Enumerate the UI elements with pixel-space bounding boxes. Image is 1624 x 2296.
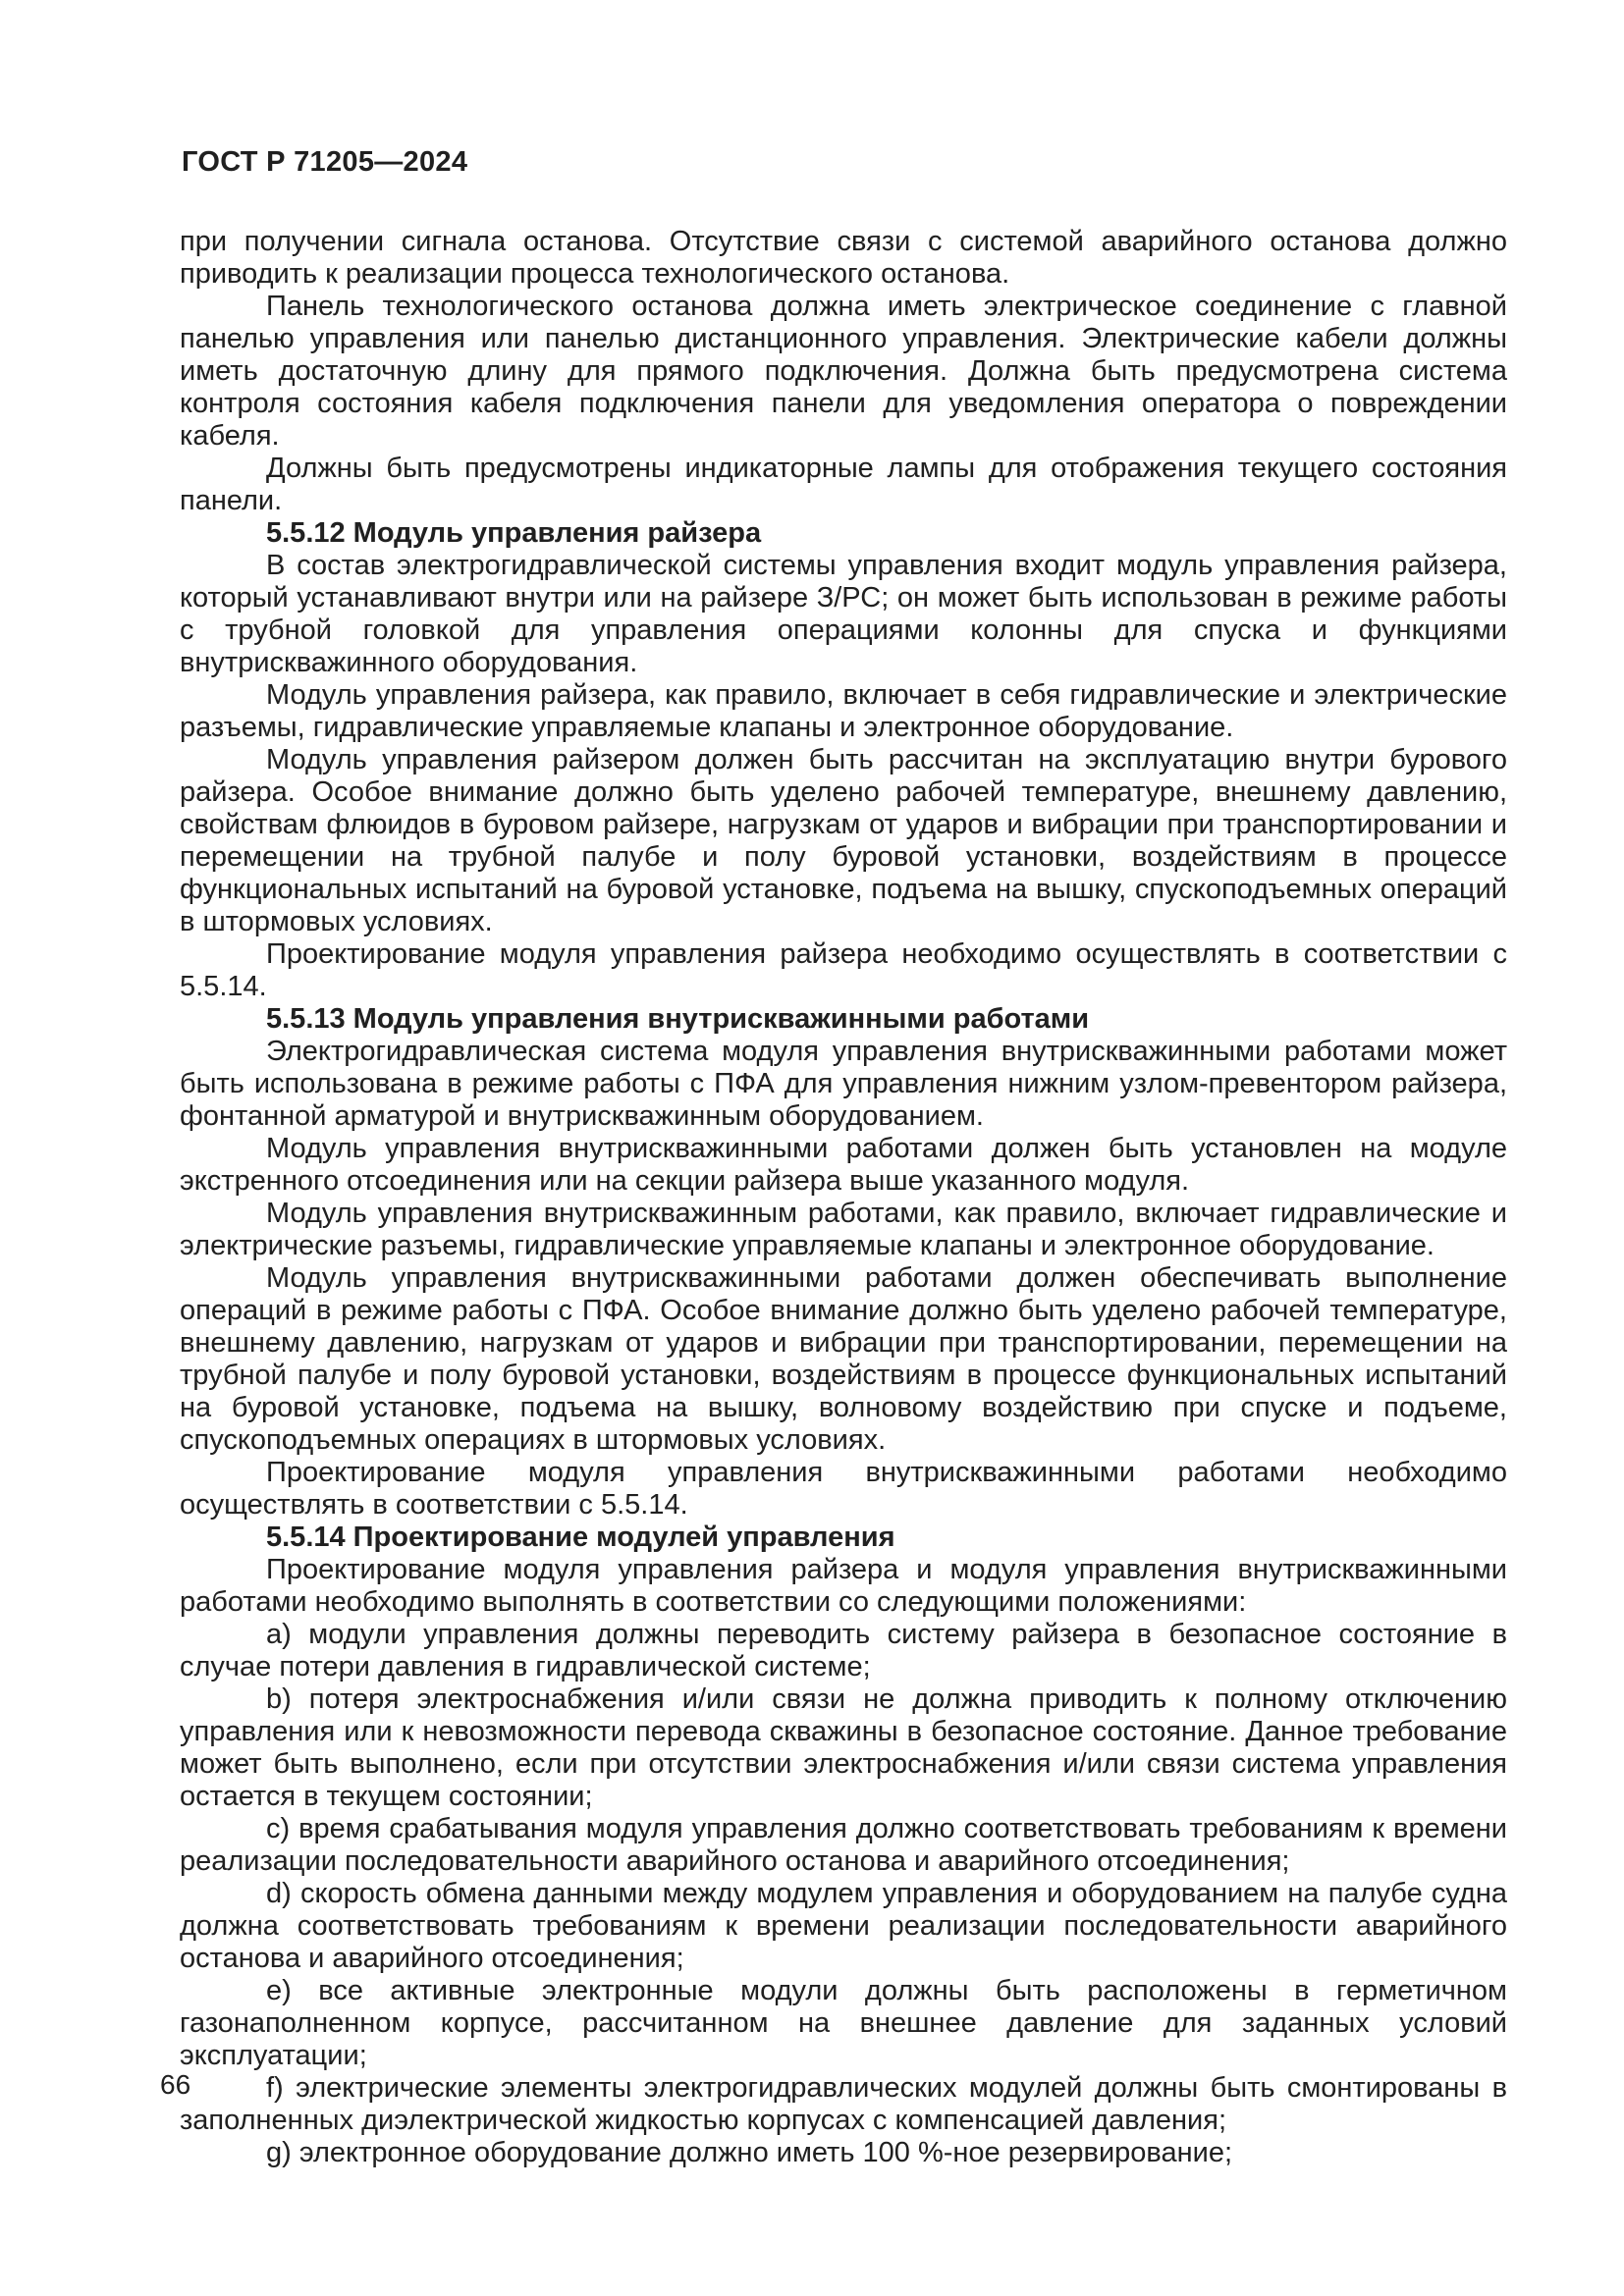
body-paragraph: В состав электрогидравлической системы управления входит модуль управления райзера, который устанавливают внутри или на райзере З/РС; он может быть использован в режиме работы с трубной головкой для управления операциями колонны для спуска и функциями внутрискважинного оборудования. [180,550,1507,678]
document-body [180,226,1507,2169]
body-paragraph: d) скорость обмена данными между модулем управления и оборудованием на палубе судна должна соответствовать требованиям к времени реализации последовательности аварийного останова и аварийного отсоединения; [180,1878,1507,1974]
section-heading: 5.5.12 Модуль управления райзера [266,517,762,549]
body-paragraph: Модуль управления райзером должен быть рассчитан на эксплуатацию внутри бурового райзера. Особое внимание должно быть уделено рабочей температуре, внешнему давлению, свойствам флюидов в буровом райзере, нагрузкам от ударов и вибрации при транспортировании и перемещении на трубной палубе и полу буровой установки, воздействиям в процессе функциональных испытаний на буровой установке, подъема на вышку, спускоподъемных операций в штормовых условиях. [180,744,1507,937]
body-paragraph: g) электронное оборудование должно иметь 100 %-ное резервирование; [266,2137,1233,2168]
body-paragraph: e) все активные электронные модули должны быть расположены в герметичном газонаполненном корпусе, рассчитанном на внешнее давление для заданных условий эксплуатации; [180,1975,1507,2071]
body-paragraph: Модуль управления внутрискважинными работами должен быть установлен на модуле экстренного отсоединения или на секции райзера выше указанного модуля. [180,1133,1507,1197]
body-paragraph: при получении сигнала останова. Отсутствие связи с системой аварийного останова должно приводить к реализации процесса технологического останова. [180,226,1507,290]
page-number: 66 [160,2069,191,2100]
body-paragraph: Проектирование модуля управления райзера необходимо осуществлять в соответствии с 5.5.14. [180,938,1507,1002]
section-heading: 5.5.14 Проектирование модулей управления [266,1522,895,1553]
body-paragraph: b) потеря электроснабжения и/или связи не должна приводить к полному отключению управления или к невозможности перевода скважины в безопасное состояние. Данное требование может быть выполнено, если при отсутствии электроснабжения и/или связи система управления остается в текущем состоянии; [180,1683,1507,1812]
body-paragraph: Панель технологического останова должна иметь электрическое соединение с главной панелью управления или панелью дистанционного управления. Электрические кабели должны иметь достаточную длину для прямого подключения. Должна быть предусмотрена система контроля состояния кабеля подключения панели для уведомления оператора о повреждении кабеля. [180,291,1507,452]
body-paragraph: Проектирование модуля управления райзера и модуля управления внутрискважинными работами необходимо выполнять в соответствии со следующими положениями: [180,1554,1507,1618]
body-paragraph: Модуль управления внутрискважинным работами, как правило, включает гидравлические и электрические разъемы, гидравлические управляемые клапаны и электронное оборудование. [180,1198,1507,1261]
body-paragraph: Проектирование модуля управления внутрискважинными работами необходимо осуществлять в соответствии с 5.5.14. [180,1457,1507,1521]
body-paragraph: Электрогидравлическая система модуля управления внутрискважинными работами может быть использована в режиме работы с ПФА для управления нижним узлом-превентором райзера, фонтанной арматурой и внутрискважинным оборудованием. [180,1036,1507,1132]
section-heading: 5.5.13 Модуль управления внутрискважинными работами [266,1003,1090,1035]
body-paragraph: c) время срабатывания модуля управления должно соответствовать требованиям к времени реализации последовательности аварийного останова и аварийного отсоединения; [180,1813,1507,1877]
body-paragraph: f) электрические элементы электрогидравлических модулей должны быть смонтированы в заполненных диэлектрической жидкостью корпусах с компенсацией давления; [180,2072,1507,2136]
body-paragraph: Должны быть предусмотрены индикаторные лампы для отображения текущего состояния панели. [180,453,1507,516]
body-paragraph: Модуль управления райзера, как правило, включает в себя гидравлические и электрические разъемы, гидравлические управляемые клапаны и электронное оборудование. [180,679,1507,743]
running-header-standard-code: ГОСТ Р 71205—2024 [182,146,468,178]
body-paragraph: Модуль управления внутрискважинными работами должен обеспечивать выполнение операций в режиме работы с ПФА. Особое внимание должно быть уделено рабочей температуре, внешнему давлению, нагрузкам от ударов и вибрации при транспортировании, перемещении на трубной палубе и полу буровой установки, воздействиям в процессе функциональных испытаний на буровой установке, подъема на вышку, волновому воздействию при спуске и подъеме, спускоподъемных операциях в штормовых условиях. [180,1262,1507,1456]
body-paragraph: a) модули управления должны переводить систему райзера в безопасное состояние в случае потери давления в гидравлической системе; [180,1619,1507,1682]
